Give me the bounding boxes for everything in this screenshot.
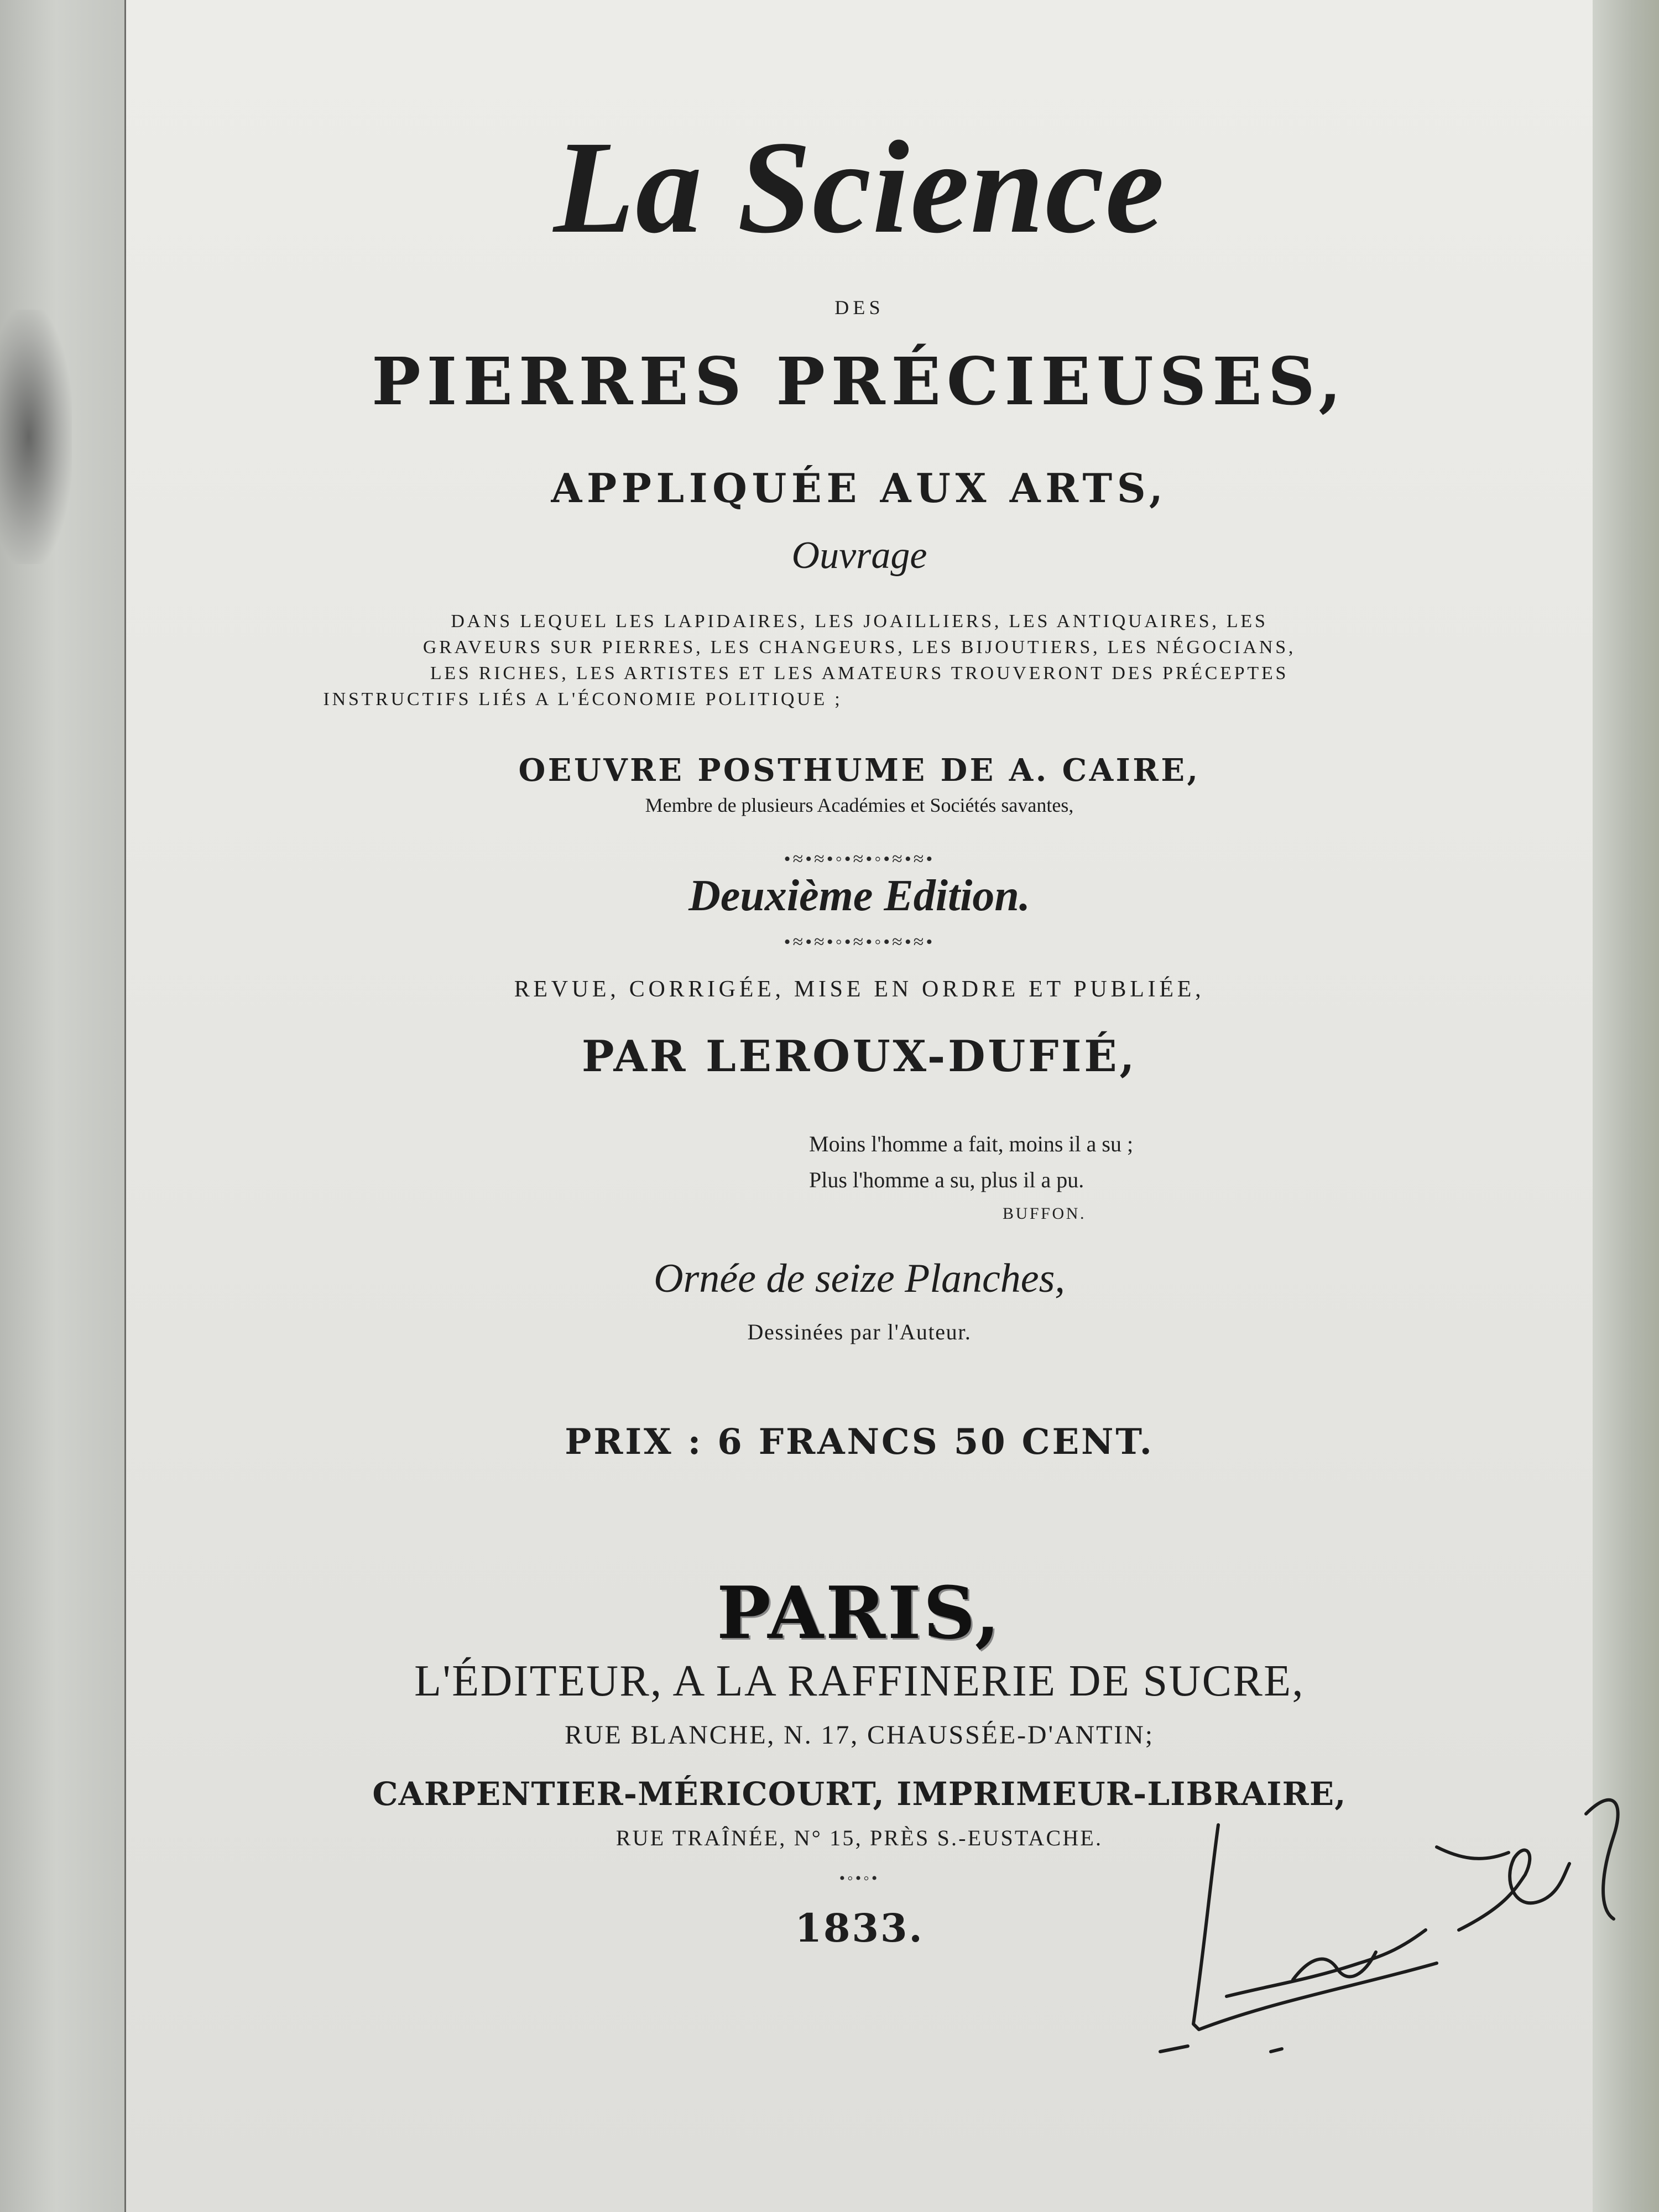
epigraph-line: Moins l'homme a fait, moins il a su ;	[809, 1131, 1134, 1156]
ink-smudge	[0, 310, 72, 564]
price: PRIX : 6 FRANCS 50 CENT.	[565, 1421, 1154, 1463]
printer: CARPENTIER-MÉRICOURT, IMPRIMEUR-LIBRAIRE,	[372, 1775, 1347, 1813]
publisher: L'ÉDITEUR, A LA RAFFINERIE DE SUCRE,	[414, 1657, 1305, 1705]
publisher-address: RUE BLANCHE, N. 17, CHAUSSÉE-D'ANTIN;	[565, 1720, 1154, 1750]
printer-address: RUE TRAÎNÉE, N° 15, PRÈS S.-EUSTACHE.	[615, 1825, 1103, 1850]
epigraph-attribution: BUFFON.	[1003, 1204, 1087, 1223]
work-label: Ouvrage	[791, 534, 927, 577]
ornament-rule: •≈•≈•◦•≈•◦•≈•≈•	[784, 932, 935, 952]
revision-line: REVUE, CORRIGÉE, MISE EN ORDRE ET PUBLIÉE,	[514, 977, 1205, 1002]
publication-city: PARIS,	[717, 1571, 1002, 1655]
description-line: LES RICHES, LES ARTISTES ET LES AMATEURS TROUVERONT DES PRÉCEPTES	[430, 663, 1289, 684]
epigraph-line: Plus l'homme a su, plus il a pu.	[809, 1167, 1084, 1192]
plates-note: Ornée de seize Planches,	[654, 1256, 1065, 1301]
handwritten-signature	[1127, 1764, 1659, 2074]
edition-label: Deuxième Edition.	[688, 872, 1030, 920]
book-subject: PIERRES PRÉCIEUSES,	[372, 343, 1347, 420]
small-ornament: •◦•◦•	[839, 1869, 880, 1887]
ornament-rule: •≈•≈•◦•≈•◦•≈•≈•	[784, 849, 935, 869]
book-subtitle: APPLIQUÉE AUX ARTS,	[551, 465, 1168, 512]
facing-page-edge	[0, 0, 127, 2212]
reviser-name: PAR LEROUX-DUFIÉ,	[581, 1031, 1138, 1082]
publication-year: 1833.	[795, 1905, 924, 1951]
book-title: La Science	[553, 113, 1166, 260]
description-line: DANS LEQUEL LES LAPIDAIRES, LES JOAILLIERS, LES ANTIQUAIRES, LES	[451, 611, 1268, 632]
author-line: OEUVRE POSTHUME DE A. CAIRE,	[518, 752, 1201, 789]
description-line: GRAVEURS SUR PIERRES, LES CHANGEURS, LES BIJOUTIERS, LES NÉGOCIANS,	[422, 637, 1296, 658]
description-line: INSTRUCTIFS LIÉS A L'ÉCONOMIE POLITIQUE ;	[323, 689, 843, 709]
author-credentials: Membre de plusieurs Académies et Sociétés savantes,	[645, 794, 1074, 816]
plates-credit: Dessinées par l'Auteur.	[747, 1319, 972, 1344]
title-connector: DES	[834, 296, 884, 319]
title-page	[126, 0, 1593, 2212]
